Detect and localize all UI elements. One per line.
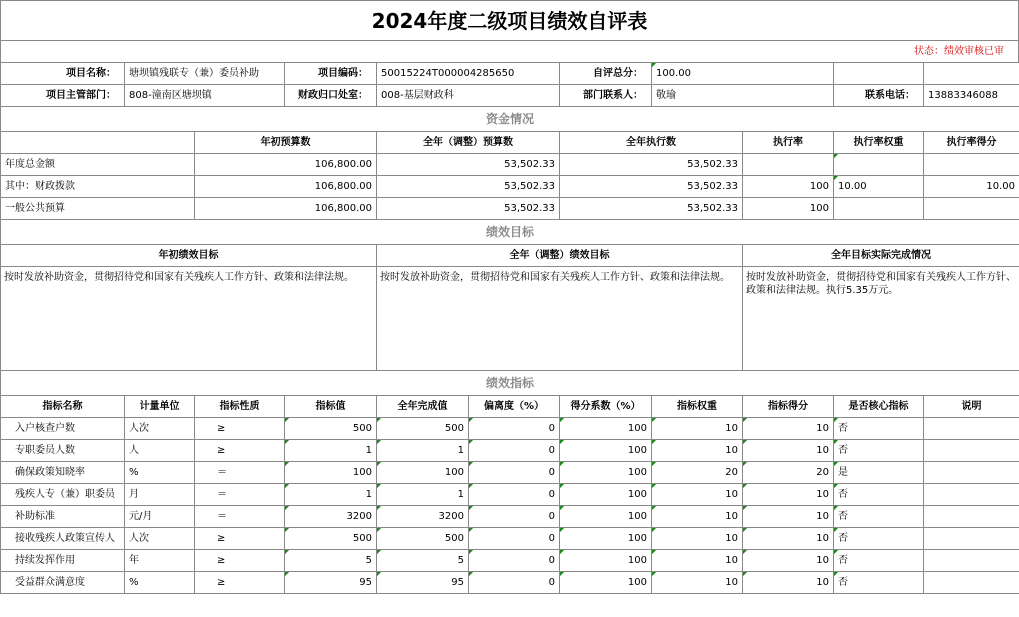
indicator-row — [1, 440, 1019, 462]
funds-score: 10.00 — [924, 176, 1019, 198]
indicator-row — [1, 550, 1019, 572]
funds-row — [1, 176, 1019, 198]
indicator-row — [1, 506, 1019, 528]
indicator-actual: 100 — [377, 462, 469, 484]
indicator-deviation: 0 — [469, 528, 560, 550]
indicator-row — [1, 418, 1019, 440]
indicator-unit: 人次 — [125, 418, 195, 440]
indicator-note — [924, 418, 1019, 440]
indicator-weight: 10 — [652, 572, 743, 594]
goals-section-title: 绩效目标 — [1, 220, 1019, 245]
indicator-score: 10 — [743, 506, 834, 528]
indicator-actual: 3200 — [377, 506, 469, 528]
indicator-note — [924, 550, 1019, 572]
finance-value: 008-基层财政科 — [377, 85, 560, 107]
indicator-unit: 元/月 — [125, 506, 195, 528]
funds-adjusted: 53,502.33 — [377, 198, 560, 220]
dept-value: 808-潼南区塘坝镇 — [125, 85, 285, 107]
funds-rate: 100 — [743, 198, 834, 220]
funds-header: 执行率权重 — [834, 132, 924, 154]
goals-header: 年初绩效目标 — [1, 245, 377, 267]
indicator-coefficient: 100 — [560, 506, 652, 528]
funds-initial: 106,800.00 — [195, 198, 377, 220]
indicator-row — [1, 572, 1019, 594]
indicator-nature: ＝ — [195, 506, 285, 528]
indicator-actual: 500 — [377, 528, 469, 550]
page-title: 2024年度二级项目绩效自评表 — [0, 0, 1019, 40]
funds-adjusted: 53,502.33 — [377, 154, 560, 176]
indicator-name: 受益群众满意度 — [1, 572, 125, 594]
indicator-unit: % — [125, 462, 195, 484]
funds-header: 全年执行数 — [560, 132, 743, 154]
funds-score — [924, 154, 1019, 176]
indicator-score: 10 — [743, 440, 834, 462]
funds-header: 年初预算数 — [195, 132, 377, 154]
funds-initial: 106,800.00 — [195, 176, 377, 198]
funds-row — [1, 154, 1019, 176]
indicator-target: 3200 — [285, 506, 377, 528]
indicator-score: 20 — [743, 462, 834, 484]
indicator-coefficient: 100 — [560, 484, 652, 506]
funds-executed: 53,502.33 — [560, 154, 743, 176]
indicator-target: 1 — [285, 440, 377, 462]
indicator-weight: 10 — [652, 506, 743, 528]
indicator-target: 100 — [285, 462, 377, 484]
indicator-header: 指标值 — [285, 396, 377, 418]
indicator-score: 10 — [743, 550, 834, 572]
funds-score — [924, 198, 1019, 220]
indicator-row — [1, 484, 1019, 506]
indicator-deviation: 0 — [469, 550, 560, 572]
funds-weight — [834, 154, 924, 176]
indicator-weight: 10 — [652, 550, 743, 572]
project-name-value: 塘坝镇残联专（兼）委员补助 — [125, 63, 285, 85]
indicator-header: 得分系数（%） — [560, 396, 652, 418]
funds-executed: 53,502.33 — [560, 176, 743, 198]
indicator-core: 否 — [834, 418, 924, 440]
project-name-label: 项目名称： — [1, 63, 125, 85]
indicator-note — [924, 440, 1019, 462]
indicator-core: 否 — [834, 572, 924, 594]
indicator-unit: 月 — [125, 484, 195, 506]
indicator-target: 500 — [285, 528, 377, 550]
indicator-name: 专职委员人数 — [1, 440, 125, 462]
indicator-unit: 人 — [125, 440, 195, 462]
indicator-core: 否 — [834, 506, 924, 528]
goals-header: 全年目标实际完成情况 — [743, 245, 1019, 267]
status-text: 状态：绩效审核已审 — [0, 40, 1019, 62]
indicator-actual: 1 — [377, 484, 469, 506]
indicator-weight: 20 — [652, 462, 743, 484]
indicator-name: 确保政策知晓率 — [1, 462, 125, 484]
indicator-name: 残疾人专（兼）职委员 — [1, 484, 125, 506]
funds-weight — [834, 198, 924, 220]
indicator-header: 全年完成值 — [377, 396, 469, 418]
indicator-deviation: 0 — [469, 418, 560, 440]
funds-rate — [743, 154, 834, 176]
indicator-deviation: 0 — [469, 440, 560, 462]
project-code-value: 50015224T000004285650 — [377, 63, 560, 85]
indicator-coefficient: 100 — [560, 440, 652, 462]
indicator-nature: ≥ — [195, 572, 285, 594]
indicator-header: 计量单位 — [125, 396, 195, 418]
indicator-header: 是否核心指标 — [834, 396, 924, 418]
indicator-nature: ＝ — [195, 484, 285, 506]
dept-label: 项目主管部门： — [1, 85, 125, 107]
indicator-unit: 年 — [125, 550, 195, 572]
indicator-score: 10 — [743, 418, 834, 440]
indicator-weight: 10 — [652, 440, 743, 462]
contact-label: 部门联系人： — [560, 85, 652, 107]
indicator-row — [1, 528, 1019, 550]
indicator-deviation: 0 — [469, 506, 560, 528]
indicator-header: 说明 — [924, 396, 1019, 418]
funds-initial: 106,800.00 — [195, 154, 377, 176]
indicator-name: 入户核查户数 — [1, 418, 125, 440]
indicator-note — [924, 506, 1019, 528]
indicator-core: 否 — [834, 528, 924, 550]
funds-weight: 10.00 — [834, 176, 924, 198]
funds-header: 执行率 — [743, 132, 834, 154]
indicator-name: 持续发挥作用 — [1, 550, 125, 572]
funds-rate: 100 — [743, 176, 834, 198]
initial-goal-text: 按时发放补助资金，贯彻招待党和国家有关残疾人工作方针、政策和法律法规。 — [1, 267, 377, 371]
indicator-actual: 1 — [377, 440, 469, 462]
project-code-label: 项目编码： — [285, 63, 377, 85]
indicator-target: 500 — [285, 418, 377, 440]
funds-row — [1, 198, 1019, 220]
indicator-name: 接收残疾人政策宣传人 — [1, 528, 125, 550]
indicator-unit: 人次 — [125, 528, 195, 550]
indicator-unit: % — [125, 572, 195, 594]
indicator-note — [924, 528, 1019, 550]
funds-header: 全年（调整）预算数 — [377, 132, 560, 154]
indicator-score: 10 — [743, 572, 834, 594]
indicator-header: 偏离度（%） — [469, 396, 560, 418]
indicator-nature: ≥ — [195, 418, 285, 440]
indicator-actual: 95 — [377, 572, 469, 594]
funds-row-name: 年度总金额 — [1, 154, 195, 176]
indicator-weight: 10 — [652, 418, 743, 440]
indicator-target: 1 — [285, 484, 377, 506]
indicator-core: 是 — [834, 462, 924, 484]
actual-goal-text: 按时发放补助资金，贯彻招待党和国家有关残疾人工作方针、政策和法律法规。执行5.35万元。 — [743, 267, 1019, 371]
indicator-header: 指标名称 — [1, 396, 125, 418]
indicator-core: 否 — [834, 484, 924, 506]
indicator-core: 否 — [834, 440, 924, 462]
indicator-target: 5 — [285, 550, 377, 572]
indicator-rows — [1, 418, 1019, 594]
phone-label: 联系电话： — [834, 85, 924, 107]
empty-cell — [834, 63, 924, 85]
phone-value: 13883346088 — [924, 85, 1019, 107]
indicator-actual: 500 — [377, 418, 469, 440]
indicator-weight: 10 — [652, 528, 743, 550]
funds-executed: 53,502.33 — [560, 198, 743, 220]
indicator-target: 95 — [285, 572, 377, 594]
indicator-coefficient: 100 — [560, 550, 652, 572]
empty-cell — [924, 63, 1019, 85]
indicator-header: 指标性质 — [195, 396, 285, 418]
self-score-value: 100.00 — [652, 63, 834, 85]
indicator-coefficient: 100 — [560, 418, 652, 440]
indicator-nature: ＝ — [195, 462, 285, 484]
indicator-coefficient: 100 — [560, 528, 652, 550]
indicator-note — [924, 462, 1019, 484]
indicator-nature: ≥ — [195, 550, 285, 572]
finance-label: 财政归口处室： — [285, 85, 377, 107]
funds-header: 执行率得分 — [924, 132, 1019, 154]
funds-header-blank — [1, 132, 195, 154]
goals-header: 全年（调整）绩效目标 — [377, 245, 743, 267]
indicator-header: 指标权重 — [652, 396, 743, 418]
indicator-coefficient: 100 — [560, 572, 652, 594]
indicator-nature: ≥ — [195, 528, 285, 550]
funds-section-title: 资金情况 — [1, 107, 1019, 132]
indicator-weight: 10 — [652, 484, 743, 506]
indicator-core: 否 — [834, 550, 924, 572]
indicator-coefficient: 100 — [560, 462, 652, 484]
main-table — [0, 62, 1019, 594]
contact-value: 敬瑜 — [652, 85, 834, 107]
indicator-deviation: 0 — [469, 484, 560, 506]
adjusted-goal-text: 按时发放补助资金，贯彻招待党和国家有关残疾人工作方针、政策和法律法规。 — [377, 267, 743, 371]
indicator-note — [924, 484, 1019, 506]
funds-row-name: 一般公共预算 — [1, 198, 195, 220]
indicators-section-title: 绩效指标 — [1, 371, 1019, 396]
indicator-header: 指标得分 — [743, 396, 834, 418]
indicator-deviation: 0 — [469, 462, 560, 484]
indicator-actual: 5 — [377, 550, 469, 572]
indicator-name: 补助标准 — [1, 506, 125, 528]
indicator-score: 10 — [743, 484, 834, 506]
indicator-score: 10 — [743, 528, 834, 550]
funds-row-name: 其中：财政拨款 — [1, 176, 195, 198]
funds-adjusted: 53,502.33 — [377, 176, 560, 198]
indicator-deviation: 0 — [469, 572, 560, 594]
indicator-row — [1, 462, 1019, 484]
indicator-nature: ≥ — [195, 440, 285, 462]
self-score-label: 自评总分： — [560, 63, 652, 85]
indicator-note — [924, 572, 1019, 594]
